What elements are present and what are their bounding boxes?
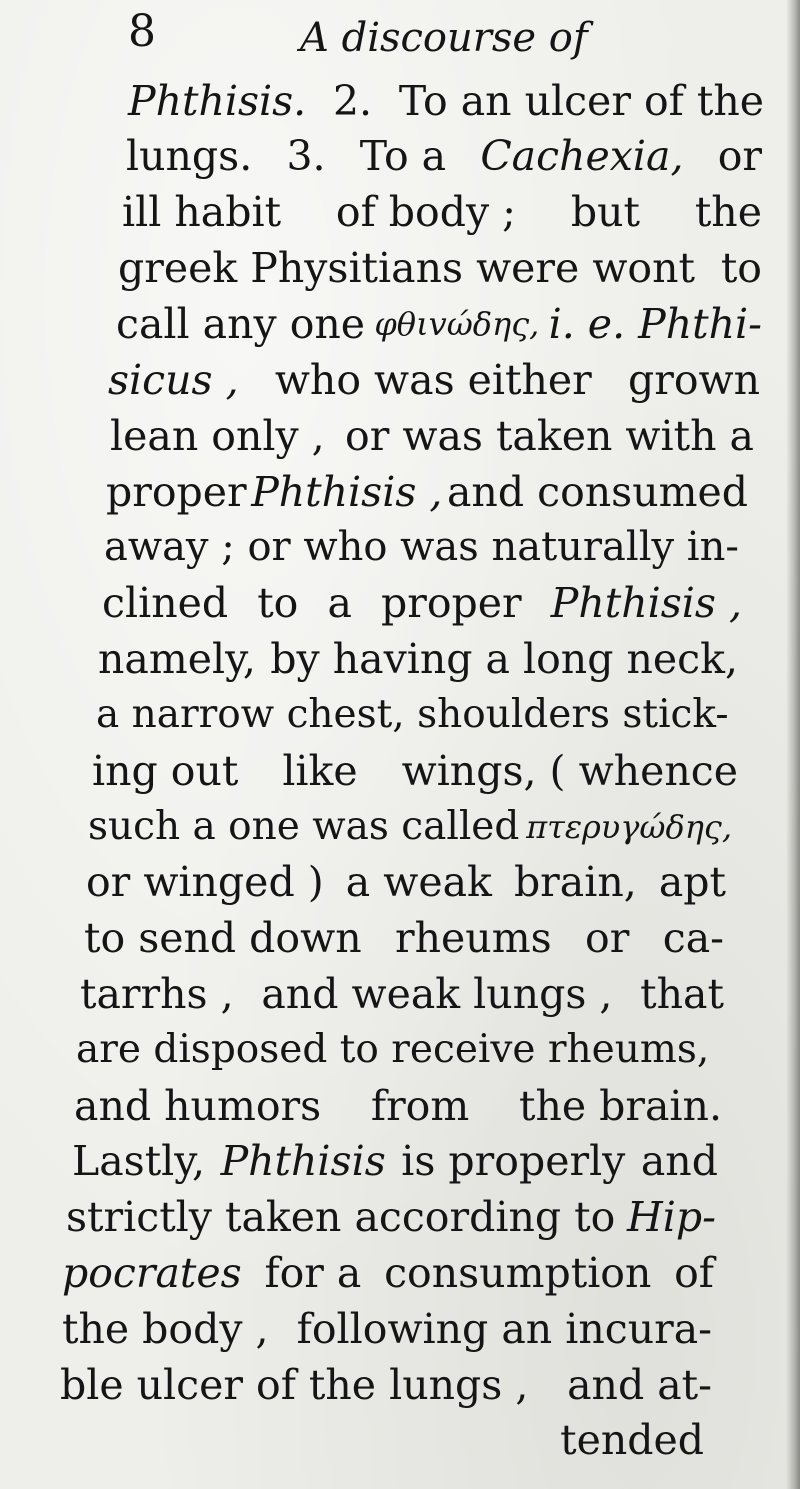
text-word: wings, ( whence <box>401 747 738 795</box>
text-line <box>126 129 762 183</box>
text-word: strictly taken according to <box>66 1193 616 1241</box>
text-word: following an incura- <box>296 1305 712 1353</box>
text-word: to send down <box>84 914 362 962</box>
text-word: of body ; <box>335 188 516 236</box>
text-line <box>76 1023 722 1077</box>
text-word: proper <box>106 468 247 516</box>
text-word: Phthisis <box>220 1137 386 1185</box>
text-line <box>66 1190 716 1244</box>
text-word: a <box>327 579 352 627</box>
text-line <box>72 1134 718 1188</box>
text-line <box>110 409 754 463</box>
text-word: from <box>370 1082 470 1130</box>
text-word: apt <box>658 858 726 906</box>
text-word: to <box>720 244 762 292</box>
text-word: tarrhs , <box>80 970 234 1018</box>
text-word: Hip- <box>627 1193 716 1241</box>
text-word: by having a long neck, <box>270 635 738 683</box>
text-word: ble ulcer of the lungs , <box>60 1361 529 1409</box>
text-word: the <box>694 188 762 236</box>
text-word: and <box>640 1137 718 1185</box>
text-word: a narrow chest, shoulders stick- <box>96 692 729 737</box>
text-word: Lastly, <box>72 1137 206 1185</box>
text-line <box>80 967 724 1021</box>
text-word: the brain. <box>518 1082 722 1130</box>
text-word: 2. <box>332 77 373 125</box>
text-word: to <box>257 579 299 627</box>
text-word: i. e. Phthi- <box>548 300 762 348</box>
text-word: and consumed <box>446 468 748 516</box>
text-word: is properly <box>401 1137 626 1185</box>
text-word: are disposed to receive rheums, <box>76 1027 710 1072</box>
text-word: Cachexia, <box>480 132 684 180</box>
text-word: like <box>282 747 358 795</box>
text-word: Phthisis. <box>128 77 307 125</box>
text-line <box>116 297 762 351</box>
text-word: lean only , <box>110 412 325 460</box>
running-head: A discourse of <box>300 15 588 61</box>
text-word: and at- <box>567 1361 712 1409</box>
text-word: rheums <box>395 914 552 962</box>
text-word: or <box>717 132 762 180</box>
text-line <box>104 520 744 574</box>
text-line <box>84 911 724 965</box>
text-word: pocrates <box>62 1249 242 1297</box>
text-line <box>62 1302 712 1356</box>
text-word: sicus , <box>108 356 239 404</box>
greek-word: φθιvώδης, <box>374 305 540 343</box>
text-word: Phthisis , <box>251 468 443 516</box>
text-line <box>118 241 762 295</box>
text-line <box>88 800 732 854</box>
text-word: but <box>570 188 640 236</box>
text-word: To a <box>359 132 447 180</box>
text-word: and weak lungs , <box>261 970 613 1018</box>
text-word: consumption <box>384 1249 652 1297</box>
text-line <box>102 576 742 630</box>
text-word: grown <box>627 356 760 404</box>
catchword-text: tended <box>560 1416 704 1464</box>
text-word: who was either <box>274 356 592 404</box>
text-word: ill habit <box>122 188 282 236</box>
text-word: 3. <box>286 132 326 180</box>
text-word: clined <box>102 579 229 627</box>
text-word: for a <box>264 1249 362 1297</box>
text-word: brain, <box>513 858 637 906</box>
text-word: To an ulcer of the <box>398 77 764 125</box>
text-line <box>98 632 738 686</box>
text-line <box>74 1079 722 1133</box>
text-word: namely, <box>98 635 256 683</box>
text-line <box>86 855 726 909</box>
text-word: or <box>585 914 630 962</box>
text-line <box>60 1358 712 1412</box>
text-word: that <box>640 970 724 1018</box>
text-word: and humors <box>74 1082 322 1130</box>
text-word: of <box>674 1249 714 1297</box>
text-word: Phthisis , <box>550 579 742 627</box>
text-word: the body , <box>62 1305 269 1353</box>
text-line <box>108 353 760 407</box>
page-number: 8 <box>128 6 156 57</box>
text-word: greek Physitians were wont <box>118 244 695 292</box>
text-word: lungs. <box>126 132 253 180</box>
text-line <box>106 465 748 519</box>
text-word: call any one <box>116 300 366 348</box>
text-word: or was taken with a <box>345 412 754 460</box>
text-word: a weak <box>345 858 492 906</box>
text-word: ing out <box>92 747 239 795</box>
text-word: ca- <box>662 914 724 962</box>
text-word: away ; or who was naturally in- <box>104 524 739 570</box>
text-word: such a one was called <box>88 804 520 849</box>
text-line <box>96 688 738 742</box>
text-line <box>122 185 762 239</box>
text-word: or winged ) <box>86 858 324 906</box>
catchword <box>560 1413 704 1467</box>
text-line <box>128 74 764 128</box>
greek-word: πτερυγώδης, <box>526 808 732 846</box>
text-line <box>62 1246 714 1300</box>
text-word: proper <box>381 579 522 627</box>
text-line <box>92 744 738 798</box>
